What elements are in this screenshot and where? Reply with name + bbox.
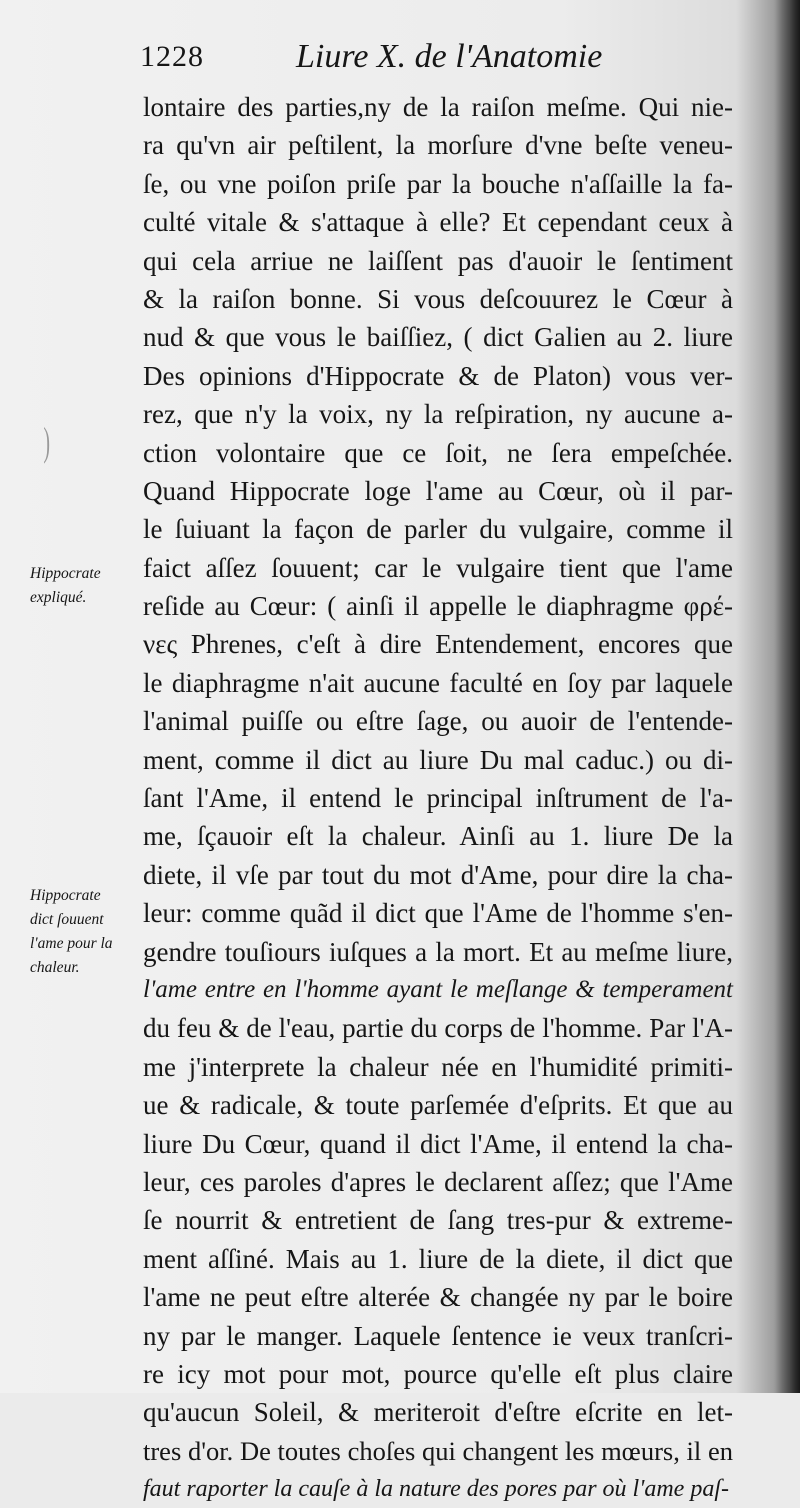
text-line: rez, que n'y la voix, ny la reſpiration, ny aucune a- xyxy=(143,399,733,430)
text-line: Quand Hippocrate loge l'ame au Cœur, où il par- xyxy=(143,475,733,506)
text-line: ment aſſiné. Mais au 1. liure de la diete, il dict que xyxy=(143,1243,733,1274)
text-line: leur, ces paroles d'apres le declarent aſſez; que l'Ame xyxy=(143,1166,733,1197)
text-line: me j'interprete la chaleur née en l'humidité primiti- xyxy=(143,1051,733,1082)
text-line: qu'aucun Soleil, & meriteroit d'eſtre eſcrite en let- xyxy=(143,1397,733,1428)
margin-note-line: dict ſouuent xyxy=(30,911,104,928)
text-line: tres d'or. De toutes choſes qui changent les mœurs, il en xyxy=(143,1435,733,1466)
text-line: liure Du Cœur, quand il dict l'Ame, il entend la cha- xyxy=(143,1128,733,1159)
text-line: faut raporter la cauſe à la nature des pores par où l'ame paſ- xyxy=(143,1476,729,1503)
text-line: νες Phrenes, c'eſt à dire Entendement, encores que xyxy=(143,629,733,660)
text-line: Des opinions d'Hippocrate & de Platon) vous ver- xyxy=(143,360,733,391)
marginal-bracket: ) xyxy=(43,419,50,464)
text-line: gendre touſiours iuſques a la mort. Et au meſme liure, xyxy=(143,936,733,967)
text-line: culté vitale & s'attaque à elle? Et cependant ceux à xyxy=(143,207,733,238)
margin-note-hippocrate-explique xyxy=(30,562,101,610)
text-line: l'ame entre en l'homme ayant le meſlange & temperament xyxy=(143,975,733,1003)
text-line: lontaire des parties,ny de la raiſon meſme. Qui nie- xyxy=(143,92,733,122)
text-line: ny par le manger. Laquele ſentence ie veux tranſcri- xyxy=(143,1320,733,1351)
text-line: faict aſſez ſouuent; car le vulgaire tient que l'ame xyxy=(143,552,733,583)
text-line: du feu & de l'eau, partie du corps de l'homme. Par l'A- xyxy=(143,1013,733,1044)
text-line: & la raiſon bonne. Si vous deſcouurez le Cœur à xyxy=(143,283,733,314)
text-line: le diaphragme n'ait aucune faculté en ſoy par laquele xyxy=(143,667,733,698)
text-line: l'ame ne peut eſtre alterée & changée ny par le boire xyxy=(143,1282,733,1313)
running-head: Liure X. de l'Anatomie xyxy=(296,38,603,75)
text-line: nud & que vous le baiſſiez, ( dict Galien au 2. liure xyxy=(143,322,733,353)
margin-note-ame-chaleur xyxy=(30,884,113,980)
margin-note-line: expliqué. xyxy=(30,589,87,606)
text-line: ra qu'vn air peſtilent, la morſure d'vne beſte veneu- xyxy=(143,130,733,161)
text-line: ment, comme il dict au liure Du mal caduc.) ou di- xyxy=(143,744,733,775)
text-line: ſe, ou vne poiſon priſe par la bouche n'aſſaille la fa- xyxy=(143,168,733,199)
text-line: diete, il vſe par tout du mot d'Ame, pour dire la cha- xyxy=(143,859,733,890)
text-line: l'animal puiſſe ou eſtre ſage, ou auoir de l'entende- xyxy=(143,706,733,737)
text-line: leur: comme quãd il dict que l'Ame de l'homme s'en- xyxy=(143,898,733,929)
text-line: le ſuiuant la façon de parler du vulgaire, comme il xyxy=(143,514,733,545)
text-line: reſide au Cœur: ( ainſi il appelle le diaphragme φρέ- xyxy=(143,591,733,622)
text-line: ſe nourrit & entretient de ſang tres-pur & extreme- xyxy=(143,1205,733,1236)
text-line: ue & radicale, & toute parſemée d'eſprits. Et que au xyxy=(143,1090,733,1121)
page-number: 1228 xyxy=(140,40,204,73)
body-text xyxy=(143,88,733,1508)
text-line: ction volontaire que ce ſoit, ne ſera empeſchée. xyxy=(143,437,733,468)
book-gutter-shadow xyxy=(774,0,800,1393)
text-line: re icy mot pour mot, pource qu'elle eſt plus claire xyxy=(143,1358,733,1389)
margin-note-line: l'ame pour la xyxy=(30,935,113,952)
margin-note-line: Hippocrate xyxy=(30,565,101,582)
text-line: me, ſçauoir eſt la chaleur. Ainſi au 1. liure De la xyxy=(143,821,733,852)
text-line: ſant l'Ame, il entend le principal inſtrument de l'a- xyxy=(143,783,733,814)
margin-note-line: Hippocrate xyxy=(30,887,101,904)
text-line: qui cela arriue ne laiſſent pas d'auoir le ſentiment xyxy=(143,245,733,276)
margin-note-line: chaleur. xyxy=(30,959,80,976)
